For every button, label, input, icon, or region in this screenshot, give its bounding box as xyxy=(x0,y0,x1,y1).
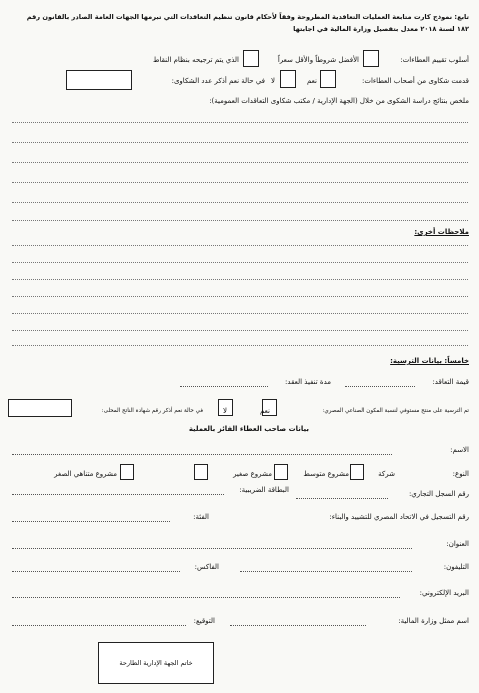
award-section-title: خامساً: بيانات الترسية: xyxy=(390,357,469,365)
duration-field[interactable] xyxy=(180,386,268,387)
type-medium-checkbox[interactable] xyxy=(274,464,288,480)
summary-line[interactable] xyxy=(12,182,468,183)
email-field[interactable] xyxy=(12,597,400,598)
notes-line[interactable] xyxy=(12,262,468,263)
winner-title: بيانات صاحب العطاء الفائز بالعملية xyxy=(188,425,309,433)
type-medium-label: مشروع متوسط xyxy=(303,470,349,478)
certificate-label: في حالة نعم أذكر رقم شهادة الناتج المحلى: xyxy=(101,408,203,414)
complaints-yes-label: نعم xyxy=(307,77,317,85)
winner-name-field[interactable] xyxy=(12,454,392,455)
fax-field[interactable] xyxy=(12,571,180,572)
type-micro-label: مشروع متناهي الصغر xyxy=(54,470,117,478)
notes-line[interactable] xyxy=(12,330,468,331)
summary-line[interactable] xyxy=(12,122,468,123)
phone-label: التليفون: xyxy=(443,563,469,571)
tax-card-field[interactable] xyxy=(12,494,224,495)
stamp-label: خاتم الجهة الإدارية الطارحة xyxy=(119,659,193,667)
type-small-label: مشروع صغير xyxy=(233,470,272,478)
type-company-label: شركة xyxy=(378,470,395,478)
duration-label: مدة تنفيذ العقد: xyxy=(285,378,331,386)
type-micro-checkbox[interactable] xyxy=(120,464,134,480)
type-company-checkbox[interactable] xyxy=(350,464,364,480)
complaints-no-checkbox[interactable] xyxy=(280,70,296,88)
summary-line[interactable] xyxy=(12,220,468,221)
commercial-reg-label: رقم السجل التجاري: xyxy=(408,490,469,498)
type-small-checkbox[interactable] xyxy=(194,464,208,480)
summary-line[interactable] xyxy=(12,202,468,203)
category-label: الفئة: xyxy=(193,513,209,521)
notes-line[interactable] xyxy=(12,313,468,314)
header-line-1: تابع: نموذج كارت متابعة العمليات التعاقدية المطروحة وفقاً لأحكام قانون تنظيم التعاقدات التي تبرمها الجهات العامة الصادر بالقانون رقم xyxy=(26,13,469,21)
winner-name-label: الاسم: xyxy=(450,446,469,454)
ministry-rep-label: اسم ممثل وزارة المالية: xyxy=(398,617,469,625)
local-content-no-label: لا xyxy=(223,407,227,415)
federation-reg-label: رقم التسجيل في الاتحاد المصري للتشييد والبناء: xyxy=(329,513,469,521)
address-field[interactable] xyxy=(12,548,412,549)
phone-field[interactable] xyxy=(240,571,412,572)
winner-type-label: النوع: xyxy=(452,470,469,478)
stamp-box xyxy=(98,642,214,684)
commercial-reg-field[interactable] xyxy=(296,498,388,499)
address-label: العنوان: xyxy=(446,540,469,548)
contract-value-field[interactable] xyxy=(345,386,415,387)
notes-line[interactable] xyxy=(12,245,468,246)
tax-card-label: البطاقة الضريبية: xyxy=(239,486,289,494)
local-content-yes-label: نعم xyxy=(260,407,270,415)
notes-line[interactable] xyxy=(12,345,468,346)
notes-label: ملاحظات أخرى: xyxy=(414,228,469,236)
notes-line[interactable] xyxy=(12,279,468,280)
signature-label: التوقيع: xyxy=(193,617,215,625)
signature-field[interactable] xyxy=(12,625,186,626)
fax-label: الفاكس: xyxy=(194,563,219,571)
complaints-label: قدمت شكاوى من أصحاب العطاءات: xyxy=(362,77,469,85)
category-field[interactable] xyxy=(12,521,170,522)
certificate-field[interactable] xyxy=(8,399,72,417)
summary-line[interactable] xyxy=(12,142,468,143)
evaluation-option2-checkbox[interactable] xyxy=(243,50,259,67)
evaluation-option1-checkbox[interactable] xyxy=(363,50,379,67)
email-label: البريد الإلكتروني: xyxy=(419,589,469,597)
complaints-count-field[interactable] xyxy=(66,70,132,90)
header-line-2: ١٨٢ لسنة ٢٠١٨ معدل بتفصيل وزارة المالية في اجابتها xyxy=(293,25,469,33)
complaints-no-label: لا xyxy=(271,77,275,85)
evaluation-label: أسلوب تقييم العطاءات: xyxy=(400,56,469,64)
contract-value-label: قيمة التعاقد: xyxy=(432,378,469,386)
notes-line[interactable] xyxy=(12,296,468,297)
evaluation-option2-label: الذي يتم ترجيحه بنظام النقاط xyxy=(153,56,239,64)
local-content-label: تم الترسية على منتج مستوفي لنسبة المكون الصناعي المصري: xyxy=(322,408,469,414)
complaints-count-label: في حالة نعم أذكر عدد الشكاوى: xyxy=(171,77,265,85)
ministry-rep-field[interactable] xyxy=(230,625,366,626)
summary-line[interactable] xyxy=(12,162,468,163)
evaluation-option1-label: الأفضل شروطاً والأقل سعراً xyxy=(277,56,359,64)
complaints-yes-checkbox[interactable] xyxy=(320,70,336,88)
summary-label: ملخص بنتائج دراسة الشكوى من خلال (الجهة الإدارية / مكتب شكاوى التعاقدات العمومية): xyxy=(209,97,469,105)
